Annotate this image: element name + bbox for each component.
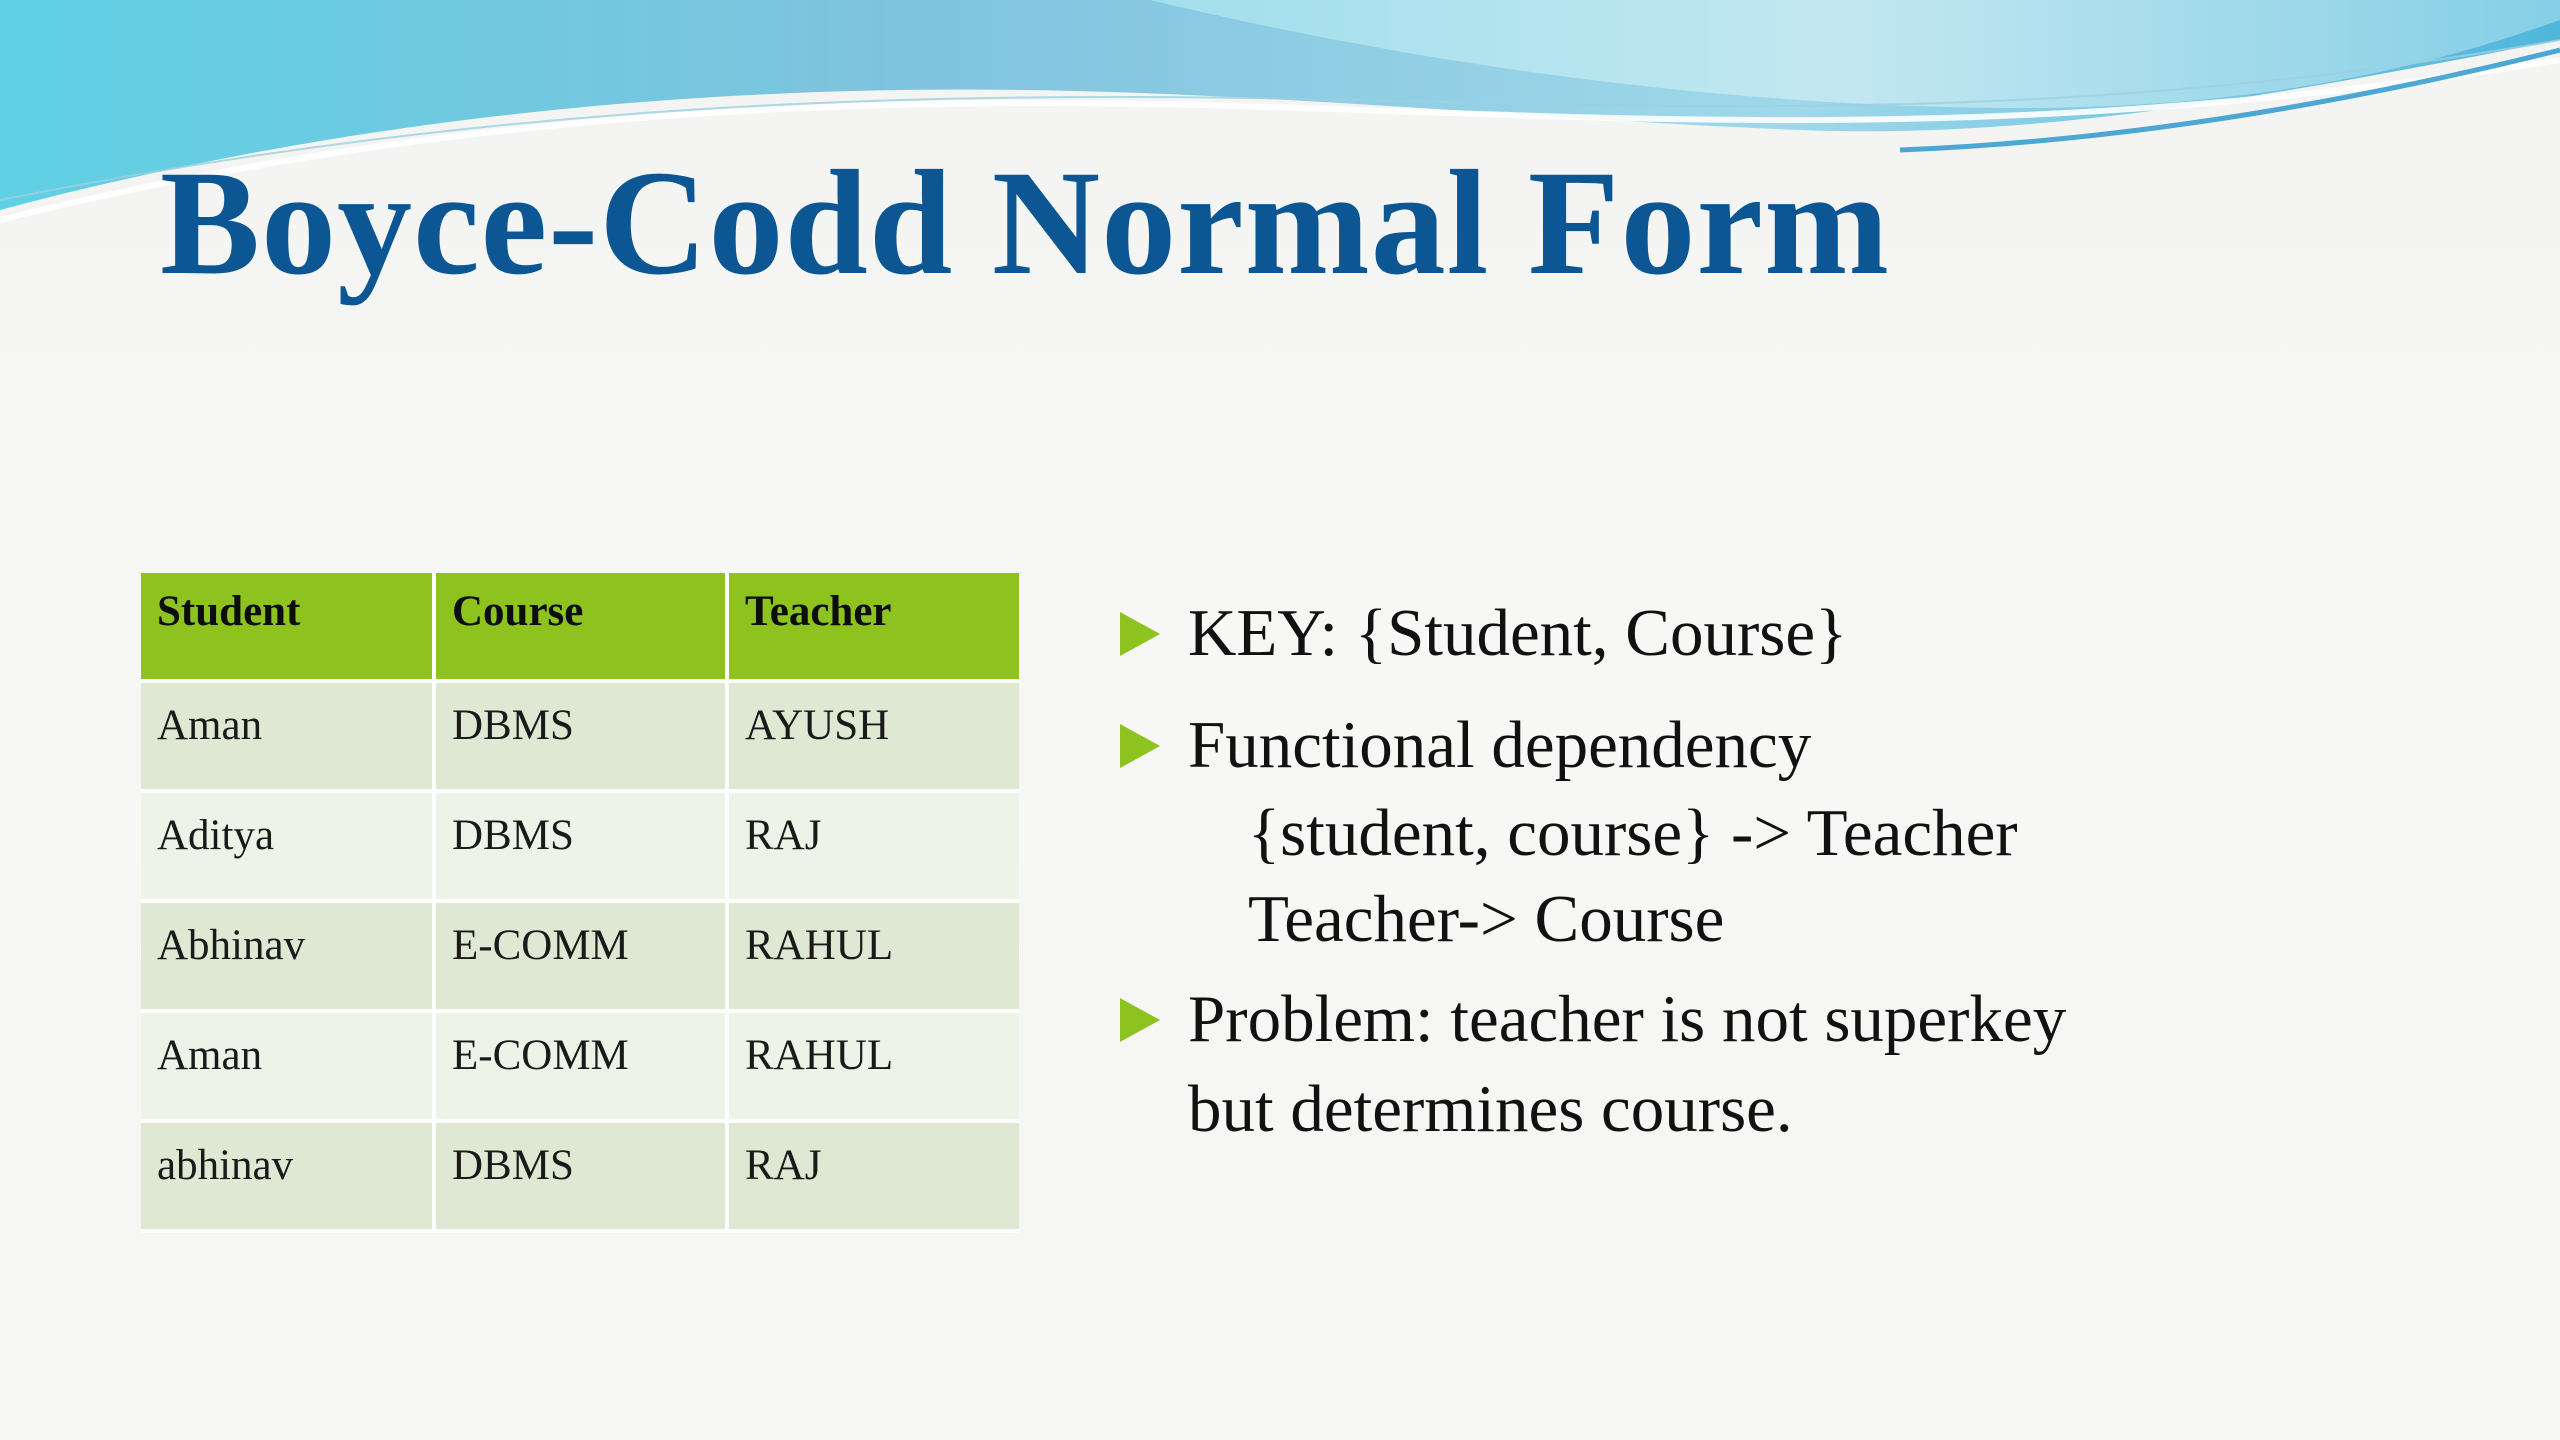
- bullet-item-problem: [1118, 974, 2418, 1154]
- bullet-item-key: [1118, 588, 2418, 678]
- cell-course: E-COMM: [434, 1011, 727, 1121]
- page-title: Boyce-Codd Normal Form: [160, 140, 1891, 306]
- cell-teacher: RAJ: [727, 791, 1019, 901]
- cell-student: Abhinav: [141, 901, 434, 1011]
- bullet-triangle-icon: [1120, 612, 1160, 656]
- bullet-item-functional-dependency: [1118, 700, 2418, 962]
- cell-student: Aman: [141, 1011, 434, 1121]
- cell-teacher: AYUSH: [727, 681, 1019, 791]
- bullet-text-fd-heading: Functional dependency: [1188, 708, 1812, 782]
- column-header-teacher: Teacher: [727, 573, 1019, 681]
- cell-student: Aditya: [141, 791, 434, 901]
- table-row: [141, 1121, 1019, 1231]
- problem-line-1: Problem: teacher is not superkey: [1188, 982, 2067, 1056]
- problem-line-2: but determines course.: [1188, 1072, 1793, 1146]
- table-row: [141, 901, 1019, 1011]
- table-row: [141, 681, 1019, 791]
- cell-student: Aman: [141, 681, 434, 791]
- data-table-container: [141, 573, 1019, 1233]
- cell-student: abhinav: [141, 1121, 434, 1231]
- table-row: [141, 791, 1019, 901]
- bullet-text-key: KEY: {Student, Course}: [1188, 596, 1848, 670]
- cell-course: DBMS: [434, 791, 727, 901]
- column-header-student: Student: [141, 573, 434, 681]
- cell-teacher: RAHUL: [727, 1011, 1019, 1121]
- bullet-triangle-icon: [1120, 998, 1160, 1042]
- cell-teacher: RAJ: [727, 1121, 1019, 1231]
- fd-line-1: {student, course} -> Teacher: [1248, 796, 2018, 870]
- cell-course: DBMS: [434, 1121, 727, 1231]
- table-row: [141, 1011, 1019, 1121]
- column-header-course: Course: [434, 573, 727, 681]
- fd-line-2: Teacher-> Course: [1248, 882, 1725, 956]
- cell-course: E-COMM: [434, 901, 727, 1011]
- table-header-row: [141, 573, 1019, 681]
- bullet-list: [1118, 588, 2418, 1176]
- cell-course: DBMS: [434, 681, 727, 791]
- cell-teacher: RAHUL: [727, 901, 1019, 1011]
- student-course-teacher-table: [141, 573, 1019, 1233]
- bullet-triangle-icon: [1120, 724, 1160, 768]
